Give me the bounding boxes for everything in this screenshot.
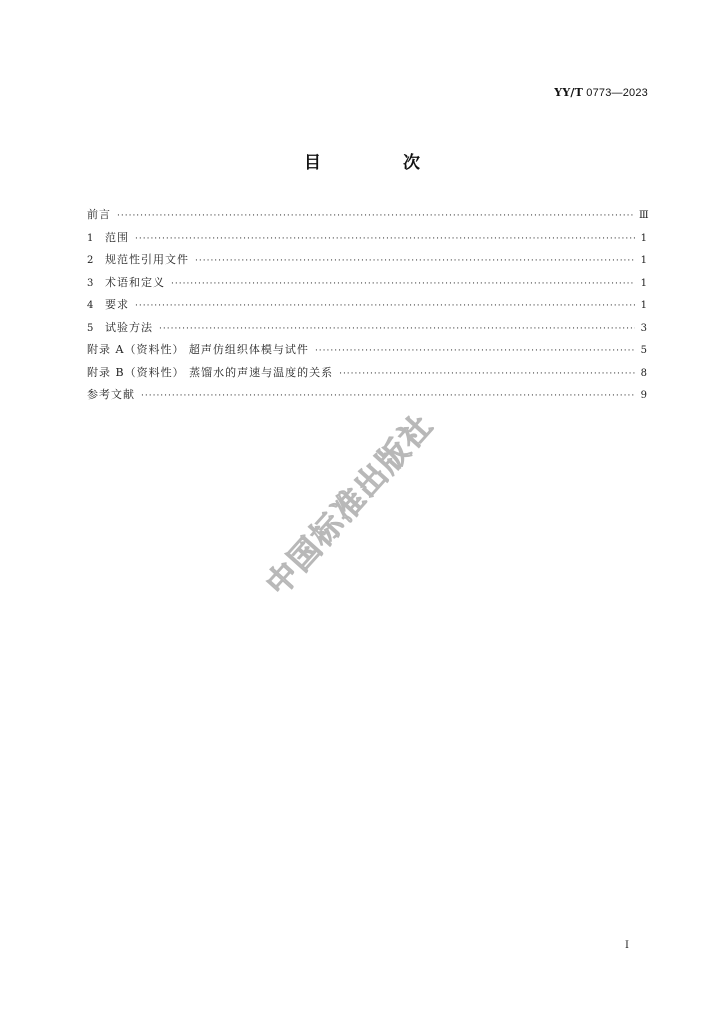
toc-label: 规范性引用文件 <box>105 253 189 266</box>
standard-number: 0773—2023 <box>586 87 648 99</box>
toc-page-number: 1 <box>640 255 647 266</box>
toc-label: 范围 <box>105 230 129 244</box>
table-of-contents <box>87 206 647 409</box>
toc-section-number: 2 <box>87 255 94 266</box>
toc-leader-dots <box>339 369 635 379</box>
toc-entry-test-methods[interactable] <box>87 319 647 342</box>
toc-label: 试验方法 <box>105 320 153 334</box>
toc-entry-scope[interactable] <box>87 229 647 252</box>
toc-leader-dots <box>195 256 635 266</box>
toc-entry-annex-b[interactable] <box>87 364 647 387</box>
toc-leader-dots <box>171 279 635 289</box>
toc-section-number: 3 <box>87 277 94 289</box>
toc-leader-dots <box>135 301 635 311</box>
toc-label: 前言 <box>87 208 111 221</box>
toc-leader-dots <box>117 211 635 221</box>
toc-page-number: Ⅲ <box>639 210 649 221</box>
toc-label: 术语和定义 <box>105 275 165 289</box>
page-number: I <box>625 940 629 951</box>
toc-label: 参考文献 <box>87 388 135 401</box>
publisher-watermark: 中国标准出版社 <box>259 406 441 603</box>
toc-page-number: 9 <box>640 390 647 401</box>
toc-entry-bibliography[interactable] <box>87 386 647 409</box>
toc-leader-dots <box>135 234 635 244</box>
toc-entry-requirements[interactable] <box>87 296 647 319</box>
toc-section-number: 1 <box>87 232 94 244</box>
toc-page-number: 1 <box>640 232 647 244</box>
toc-label: 附录 B（资料性） 蒸馏水的声速与温度的关系 <box>87 365 334 379</box>
toc-entry-annex-a[interactable] <box>87 341 647 364</box>
standard-prefix: YY/T <box>554 86 583 99</box>
toc-label: 附录 A（资料性） 超声仿组织体模与试件 <box>87 343 309 356</box>
toc-leader-dots <box>159 324 635 334</box>
toc-label: 要求 <box>105 298 129 311</box>
toc-page-number: 3 <box>640 322 647 334</box>
toc-page-number: 8 <box>640 367 647 379</box>
toc-leader-dots <box>315 346 635 356</box>
page-title: 目 次 <box>304 153 458 173</box>
toc-leader-dots <box>141 391 635 401</box>
toc-entry-terms-definitions[interactable] <box>87 274 647 297</box>
standard-code <box>554 86 648 99</box>
toc-entry-normative-references[interactable] <box>87 251 647 274</box>
toc-section-number: 5 <box>87 322 94 334</box>
toc-section-number: 4 <box>87 300 94 311</box>
toc-entry-preface[interactable] <box>87 206 647 229</box>
toc-page-number: 5 <box>640 345 647 356</box>
toc-page-number: 1 <box>640 277 647 289</box>
toc-page-number: 1 <box>640 300 647 311</box>
